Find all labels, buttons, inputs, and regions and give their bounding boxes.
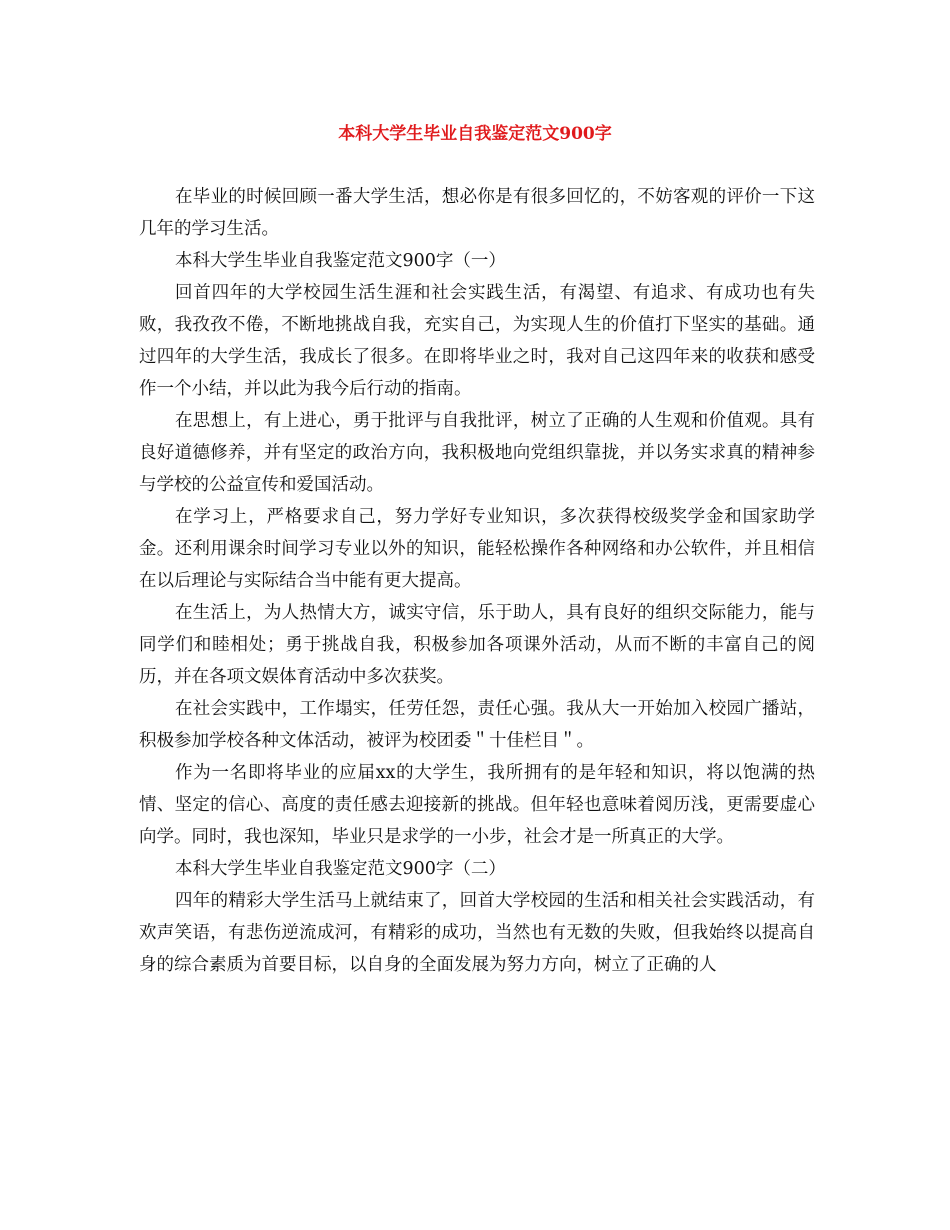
body-paragraph: 回首四年的大学校园生活生涯和社会实践生活，有渴望、有追求、有成功也有失败，我孜孜不倦，不断地挑战自我，充实自己，为实现人生的价值打下坚实的基础。通过四年的大学生活，我成长了很多。在即将毕业之时，我对自己这四年来的收获和感受作一个小结，并以此为我今后行动的指南。 <box>139 283 815 399</box>
intro-paragraph: 在毕业的时候回顾一番大学生活，想必你是有很多回忆的，不妨客观的评价一下这几年的学习生活。 <box>139 187 815 239</box>
section-heading-two: 本科大学生毕业自我鉴定范文900字（二） <box>175 859 506 879</box>
body-paragraph: 在学习上，严格要求自己，努力学好专业知识，多次获得校级奖学金和国家助学金。还利用课余时间学习专业以外的知识，能轻松操作各种网络和办公软件，并且相信在以后理论与实际结合当中能有更大提高。 <box>139 507 815 591</box>
section-heading-one: 本科大学生毕业自我鉴定范文900字（一） <box>175 251 506 271</box>
document-title: 本科大学生毕业自我鉴定范文900字 <box>338 124 612 144</box>
body-paragraph: 作为一名即将毕业的应届xx的大学生，我所拥有的是年轻和知识，将以饱满的热情、坚定的信心、高度的责任感去迎接新的挑战。但年轻也意味着阅历浅，更需要虚心向学。同时，我也深知，毕业只是求学的一小步，社会才是一所真正的大学。 <box>139 763 815 847</box>
body-paragraph: 四年的精彩大学生活马上就结束了，回首大学校园的生活和相关社会实践活动，有欢声笑语，有悲伤逆流成河，有精彩的成功，当然也有无数的失败，但我始终以提高自身的综合素质为首要目标，以自身的全面发展为努力方向，树立了正确的人 <box>139 891 815 975</box>
body-paragraph: 在生活上，为人热情大方，诚实守信，乐于助人，具有良好的组织交际能力，能与同学们和睦相处；勇于挑战自我，积极参加各项课外活动，从而不断的丰富自己的阅历，并在各项文娱体育活动中多次获奖。 <box>139 603 815 687</box>
body-paragraph: 在思想上，有上进心，勇于批评与自我批评，树立了正确的人生观和价值观。具有良好道德修养，并有坚定的政治方向，我积极地向党组织靠拢，并以务实求真的精神参与学校的公益宣传和爱国活动。 <box>139 411 815 495</box>
document-body <box>139 181 815 981</box>
body-paragraph: 在社会实践中，工作塌实，任劳任怨，责任心强。我从大一开始加入校园广播站，积极参加学校各种文体活动，被评为校团委＂十佳栏目＂。 <box>139 699 815 751</box>
